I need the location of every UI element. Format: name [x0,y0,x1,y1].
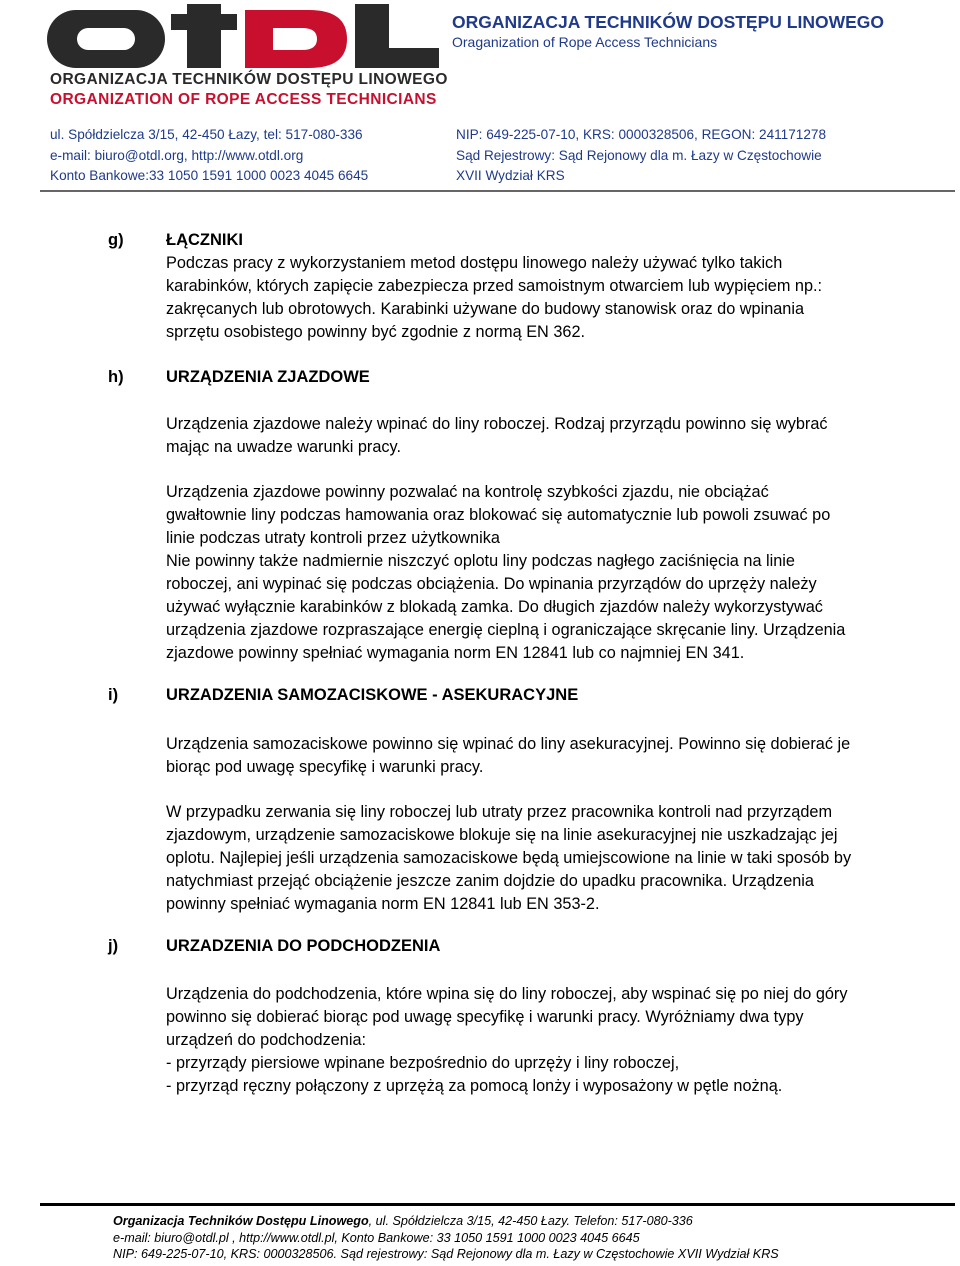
text-line: oplotu. Najlepiej jeśli urządzenia samozaciskowe będą umiejscowione na linie w taki sposób by [166,849,852,867]
list-item: - przyrządy piersiowe wpinane bezpośrednio do uprzęży i liny roboczej, [166,1054,680,1072]
section-h-paragraph-2 [166,481,866,665]
contact-right [456,125,826,187]
text-line: mając na uwadze warunki pracy. [166,438,401,456]
footer-divider [40,1203,955,1206]
org-name-en: Oraganization of Rope Access Technicians [452,34,718,50]
org-name: ORGANIZACJA TECHNIKÓW DOSTĘPU LINOWEGO [452,12,884,32]
footer-line-1 [113,1213,779,1230]
text-line: powinno się dobierać biorąc pod uwagę specyfikę i warunki pracy. Wyróżniamy dwa typy [166,1008,804,1026]
text-line: sprzętu osobistego powinny być zgodnie z normą EN 362. [166,323,586,341]
text-line: zakręcanych lub obrotowych. Karabinki używane do budowy stanowisk oraz do wpinania [166,300,805,318]
nip-line: NIP: 649-225-07-10, KRS: 0000328506, REGON: 241171278 [456,127,827,142]
section-h-paragraph-1 [166,413,866,459]
bank-line: Konto Bankowe:33 1050 1591 1000 0023 4045 6645 [50,168,369,183]
list-item: - przyrząd ręczny połączony z uprzężą za pomocą lonży i wyposażony w pętle nożną. [166,1077,783,1095]
footer-address: , ul. Spółdzielcza 3/15, 42-450 Łazy. Telefon: 517-080-336 [368,1214,693,1228]
footer-org-name: Organizacja Techników Dostępu Linowego [113,1214,369,1228]
section-j-paragraph [166,983,866,1098]
email-line: e-mail: biuro@otdl.org, http://www.otdl.org [50,147,304,163]
otdl-logo-mark [47,4,439,70]
court-line: Sąd Rejestrowy: Sąd Rejonowy dla m. Łazy w Częstochowie [456,147,822,163]
text-line: Urządzenia do podchodzenia, które wpina się do liny roboczej, aby wspinać się po niej do góry [166,985,848,1003]
section-letter-i: i) [108,686,119,704]
text-line: biorąc pod uwagę specyfikę i warunki pracy. [166,758,484,776]
text-line: Urządzenia samozaciskowe powinno się wpinać do liny asekuracyjnej. Powinno się dobierać je [166,735,851,753]
contact-left [50,125,368,187]
section-letter-j: j) [108,937,119,955]
text-line: W przypadku zerwania się liny roboczej lub utraty przez pracownika kontroli nad przyrządem [166,803,833,821]
text-line: zjazdowym, urządzenie samozaciskowe blokuje się na linie asekuracyjnej nie uszkadzając jej [166,826,838,844]
section-letter-h: h) [108,368,124,386]
text-line: linie podczas utraty kontroli przez użytkownika [166,529,500,547]
logo-subtitle-en: ORGANIZATION OF ROPE ACCESS TECHNICIANS [50,91,437,108]
footer-line-2: e-mail: biuro@otdl.pl , http://www.otdl.pl, Konto Bankowe: 33 1050 1591 1000 0023 4045 6645 [113,1230,640,1245]
text-line: Urządzenia zjazdowe powinny pozwalać na kontrolę szybkości zjazdu, nie obciążać [166,483,769,501]
text-line: urządzenia zjazdowe rozpraszające energię cieplną i ograniczające skręcanie liny. Urządzenia [166,621,846,639]
section-title-g: ŁĄCZNIKI [166,231,243,249]
header-divider [40,190,955,192]
section-letter-g: g) [108,231,124,249]
section-i-paragraph-1 [166,733,866,779]
section-title-h: URZĄDZENIA ZJAZDOWE [166,368,370,386]
page-footer [113,1213,779,1263]
text-line: roboczej, ani wypinać się podczas obciążenia. Do wpinania przyrządów do uprzęży należy [166,575,817,593]
krs-dept-line: XVII Wydział KRS [456,168,565,183]
text-line: używać wyłącznie karabinków z blokadą zamka. Do długich zjazdów należy wykorzystywać [166,598,823,616]
section-i-paragraph-2 [166,801,866,916]
text-line: powinny spełniać wymagania norm EN 12841 lub EN 353-2. [166,895,600,913]
section-title-j: URZADZENIA DO PODCHODZENIA [166,937,441,955]
text-line: Podczas pracy z wykorzystaniem metod dostępu linowego należy używać tylko takich [166,254,783,272]
section-g-paragraph [166,252,866,344]
address-line: ul. Spółdzielcza 3/15, 42-450 Łazy, tel: 517-080-336 [50,127,363,142]
text-line: zjazdowe powinny spełniać wymagania norm EN 12841 lub co najmniej EN 341. [166,644,745,662]
text-line: natychmiast przejąć obciążenie jeszcze zanim dojdzie do upadku pracownika. Urządzenia [166,872,814,890]
text-line: urządzeń do podchodzenia: [166,1031,367,1049]
section-title-i: URZADZENIA SAMOZACISKOWE - ASEKURACYJNE [166,686,579,704]
footer-line-3: NIP: 649-225-07-10, KRS: 0000328506. Sąd rejestrowy: Sąd Rejonowy dla m. Łazy w Częstochowie XVII Wydział KRS [113,1247,779,1261]
text-line: gwałtownie liny podczas hamowania oraz blokować się automatycznie lub powoli zsuwać po [166,506,831,524]
text-line: Nie powinny także nadmiernie niszczyć oplotu liny podczas nagłego zaciśnięcia na linie [166,552,795,570]
text-line: Urządzenia zjazdowe należy wpinać do liny roboczej. Rodzaj przyrządu powinno się wybrać [166,415,828,433]
logo-subtitle-pl: ORGANIZACJA TECHNIKÓW DOSTĘPU LINOWEGO [50,71,448,88]
text-line: karabinków, których zapięcie zabezpiecza przed samoistnym otwarciem lub wypięciem np.: [166,277,823,295]
otdl-logo [47,4,439,75]
